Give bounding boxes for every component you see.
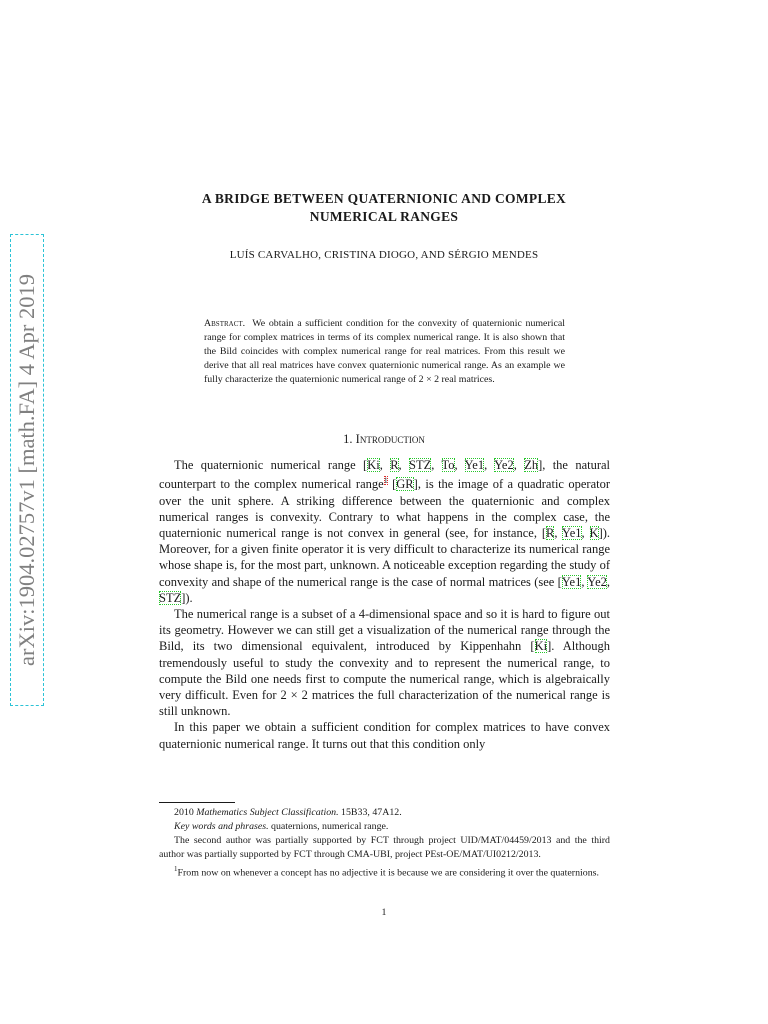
msc-label: Mathematics Subject Classification. <box>196 807 339 818</box>
separator: , <box>454 458 465 472</box>
separator: , <box>581 574 588 589</box>
citation-link[interactable]: Ye1 <box>561 574 582 589</box>
paper-title-line-1: A BRIDGE BETWEEN QUATERNIONIC AND COMPLEX <box>201 191 567 206</box>
footnote-reference-link[interactable]: 1 <box>383 476 388 486</box>
text-span: ], is the image of a quadratic operator over the unit sphere. A striking difference between the quaternionic and complex numerical ranges is convexity. Contrary to what happens in the complex case, the quaternionic numerical range is not convex in general (see, for instance, [ <box>159 477 611 540</box>
msc-codes: 15B33, 47A12. <box>338 807 402 818</box>
arxiv-identifier-text: arXiv:1904.02757v1 [math.FA] 4 Apr 2019 <box>14 273 39 667</box>
citation-link[interactable]: K <box>589 525 599 540</box>
keywords-text: quaternions, numerical range. <box>268 821 389 833</box>
separator: , <box>554 525 562 540</box>
citation-link[interactable]: R <box>390 458 399 472</box>
footnotes <box>159 806 610 881</box>
citation-link[interactable]: STZ <box>409 458 432 472</box>
footnote-1-mark: 1 <box>174 865 178 874</box>
text-span: ]). Moreover, for a given finite operator it is very difficult to characterize its numerical range whose shape is, for the most part, unknown. A noticeable exception regarding the study of convexity and shape of the numerical range is the case of normal matrices (see [ <box>159 525 611 589</box>
footnote-1 <box>159 862 610 880</box>
keywords-footnote <box>159 820 610 834</box>
msc-footnote <box>159 806 610 820</box>
citation-link[interactable]: Ye2 <box>494 458 514 472</box>
separator: , <box>606 574 610 589</box>
footnote-divider <box>159 802 235 803</box>
citation-link[interactable]: Ye1 <box>561 525 582 540</box>
footnote-1-text: From now on whenever a concept has no adjective it is because we are considering it over the quaternions. <box>177 867 599 879</box>
paragraph-2 <box>159 606 610 719</box>
citation-link[interactable]: Ye2 <box>587 574 607 589</box>
citation-link[interactable]: To <box>441 458 455 472</box>
page-number: 1 <box>381 907 387 918</box>
separator: , <box>581 525 590 540</box>
text-span: ]). <box>181 590 193 605</box>
paragraph-1 <box>159 457 610 606</box>
separator: , <box>379 458 391 472</box>
citation-link[interactable]: R <box>546 525 555 540</box>
abstract-text: We obtain a sufficient condition for the convexity of quaternionic numerical range for complex matrices in terms of its complex numerical range. It is also shown that the Bild coincides with complex numerical range for real matrices. From this result we derive that all real matrices have convex quaternionic numerical range. As an example we fully characterize the quaternionic numerical range of 2 × 2 real matrices. <box>204 318 565 386</box>
keywords-label: Key words and phrases. <box>174 821 269 833</box>
text-span: 2010 <box>174 807 197 818</box>
citation-link[interactable]: Zh <box>524 458 539 472</box>
arxiv-identifier-stamp[interactable] <box>10 234 44 706</box>
text-span: [ <box>387 477 397 492</box>
text-span: The numerical range is a subset of a 4-dimensional space and so it is hard to figure out its geometry. However we can still get a visualization of the numerical range through the Bild, its two dimensional equivalent, introduced by Kippenhahn [ <box>159 606 610 654</box>
separator: , <box>398 458 410 472</box>
paper-title-line-2: NUMERICAL RANGES <box>309 209 459 224</box>
section-heading <box>150 432 618 447</box>
separator: , <box>513 458 525 472</box>
paragraph-3: In this paper we obtain a sufficient condition for complex matrices to have convex quaternionic numerical range. It turns out that this condition only <box>159 720 610 751</box>
citation-link[interactable]: Ye1 <box>464 458 485 472</box>
paper-title <box>150 190 618 226</box>
citation-link[interactable]: STZ <box>159 590 182 605</box>
text-span: ], the natural counterpart to the complex numerical range <box>159 458 611 492</box>
abstract-label: Abstract. <box>204 318 246 329</box>
text-span: ]. Although tremendously useful to study the convexity and to represent the numerical range, to compute the Bild one needs first to compute the numerical range, which is algebraically very difficult. Even for 2 × 2 matrices the full characterization of the numerical range is still unknown. <box>159 639 610 719</box>
section-title: Introduction <box>355 432 425 446</box>
citation-link[interactable]: Ki <box>534 639 548 654</box>
citation-link[interactable]: Ki <box>367 458 380 472</box>
separator: , <box>431 458 442 472</box>
separator: , <box>484 458 495 472</box>
text-span: The quaternionic numerical range [ <box>174 458 368 472</box>
citation-link[interactable]: GR <box>396 477 414 492</box>
abstract <box>204 317 565 387</box>
author-list: LUÍS CARVALHO, CRISTINA DIOGO, AND SÉRGIO MENDES <box>229 249 539 261</box>
funding-footnote: The second author was partially supported by FCT through project UID/MAT/04459/2013 and the third author was partially supported by FCT through CMA-UBI, project PEst-OE/MAT/UI0212/2013. <box>159 835 610 861</box>
section-number: 1. <box>343 432 353 446</box>
body-text <box>159 457 610 752</box>
